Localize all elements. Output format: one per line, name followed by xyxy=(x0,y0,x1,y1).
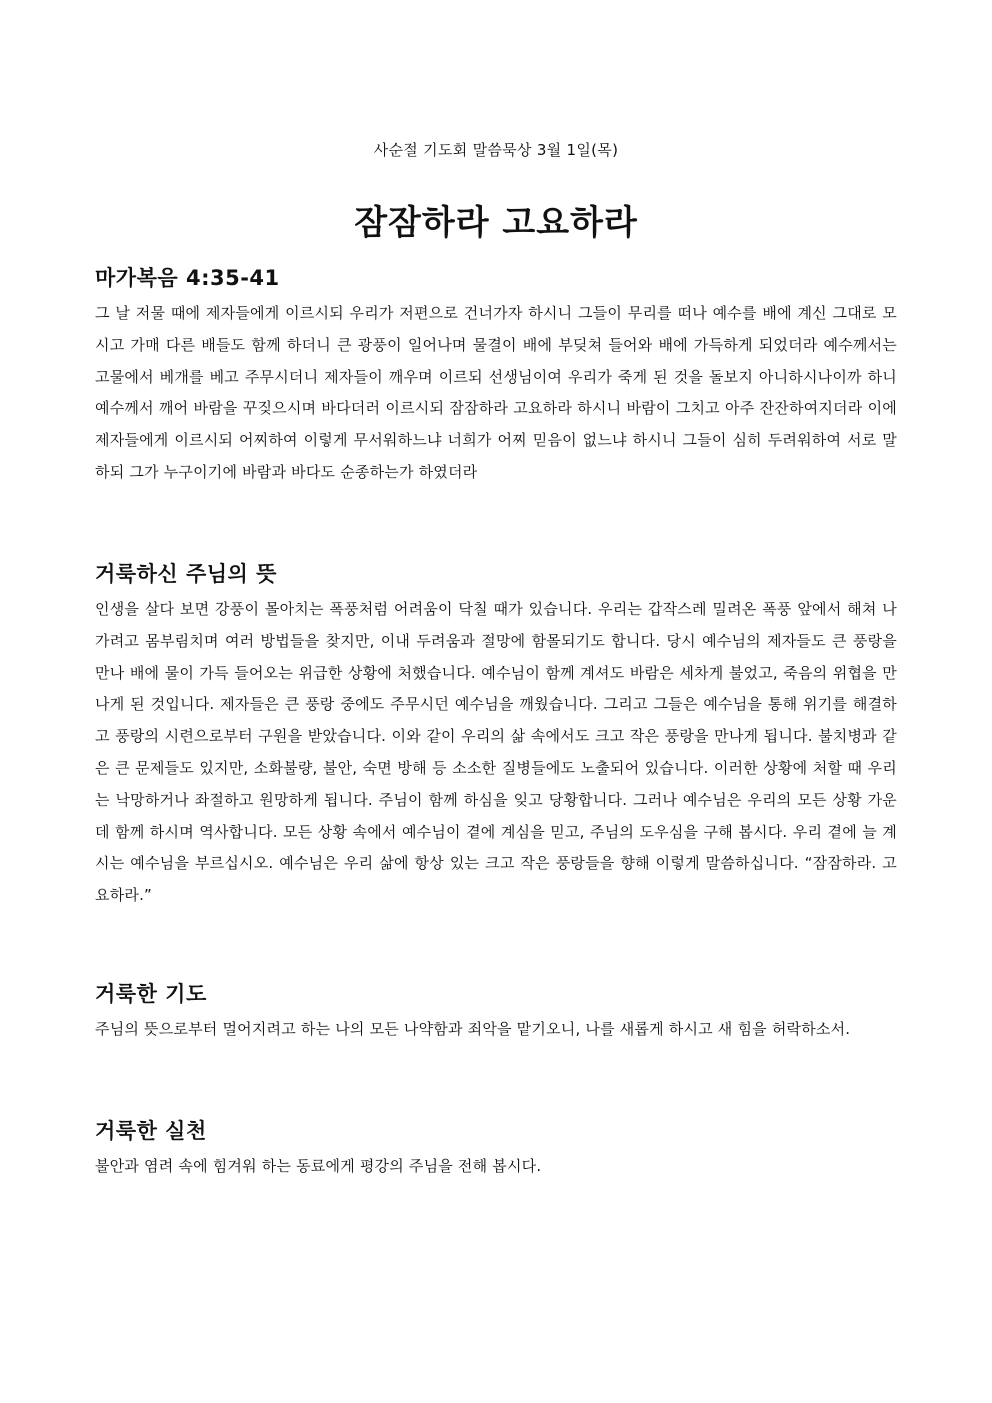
practice-section xyxy=(95,1117,897,1183)
scripture-text: 그 날 저물 때에 제자들에게 이르시되 우리가 저편으로 건너가자 하시니 그들이 무리를 떠나 예수를 배에 계신 그대로 모시고 가매 다른 배들도 함께 하더니 큰 광풍이 일어나며 물결이 배에 부딪쳐 들어와 배에 가득하게 되었더라 예수께서는 고물에서 베개를 베고 주무시더니 제자들이 깨우며 이르되 선생님이여 우리가 죽게 된 것을 돌보지 아니하시나이까 하니 예수께서 깨어 바람을 꾸짖으시며 바다더러 이르시되 잠잠하라 고요하라 하시니 바람이 그치고 아주 잔잔하여지더라 이에 제자들에게 이르시되 어찌하여 이렇게 무서워하느냐 너희가 어찌 믿음이 없느냐 하시니 그들이 심히 두려워하여 서로 말하되 그가 누구이기에 바람과 바다도 순종하는가 하였더라 xyxy=(95,304,897,481)
prayer-section xyxy=(95,980,897,1046)
prayer-heading: 거룩한 기도 xyxy=(95,982,207,1006)
document-subtitle: 사순절 기도회 말씀묵상 3월 1일(목) xyxy=(373,141,619,159)
scripture-section xyxy=(95,264,897,489)
practice-text: 불안과 염려 속에 힘겨워 하는 동료에게 평강의 주님을 전해 봅시다. xyxy=(95,1157,542,1175)
document-title: 잠잠하라 고요하라 xyxy=(354,203,638,243)
scripture-heading: 마가복음 4:35-41 xyxy=(95,266,280,290)
prayer-text: 주님의 뜻으로부터 멀어지려고 하는 나의 모든 나약함과 죄악을 맡기오니, 나를 새롭게 하시고 새 힘을 허락하소서. xyxy=(95,1020,851,1038)
will-section xyxy=(95,560,897,912)
will-heading: 거룩하신 주님의 뜻 xyxy=(95,562,277,586)
practice-heading: 거룩한 실천 xyxy=(95,1119,207,1143)
will-text: 인생을 살다 보면 강풍이 몰아치는 폭풍처럼 어려움이 닥칠 때가 있습니다. 우리는 갑작스레 밀려온 폭풍 앞에서 해쳐 나가려고 몸부림치며 여러 방법들을 찾지만, 이내 두려움과 절망에 함몰되기도 합니다. 당시 예수님의 제자들도 큰 풍랑을 만나 배에 물이 가득 들어오는 위급한 상황에 처했습니다. 예수님이 함께 계셔도 바람은 세차게 불었고, 죽음의 위협을 만나게 된 것입니다. 제자들은 큰 풍랑 중에도 주무시던 예수님을 깨웠습니다. 그리고 그들은 예수님을 통해 위기를 해결하고 풍랑의 시련으로부터 구원을 받았습니다. 이와 같이 우리의 삶 속에서도 크고 작은 풍랑을 만나게 됩니다. 불치병과 같은 큰 문제들도 있지만, 소화불량, 불안, 숙면 방해 등 소소한 질병들에도 노출되어 있습니다. 이러한 상황에 처할 때 우리는 낙망하거나 좌절하고 원망하게 됩니다. 주님이 함께 하심을 잊고 당황합니다. 그러나 예수님은 우리의 모든 상황 가운데 함께 하시며 역사합니다. 모든 상황 속에서 예수님이 곁에 계심을 믿고, 주님의 도우심을 구해 봅시다. 우리 곁에 늘 계시는 예수님을 부르십시오. 예수님은 우리 삶에 항상 있는 크고 작은 풍랑들을 향해 이렇게 말씀하십니다. “잠잠하라. 고요하라.” xyxy=(95,600,897,905)
